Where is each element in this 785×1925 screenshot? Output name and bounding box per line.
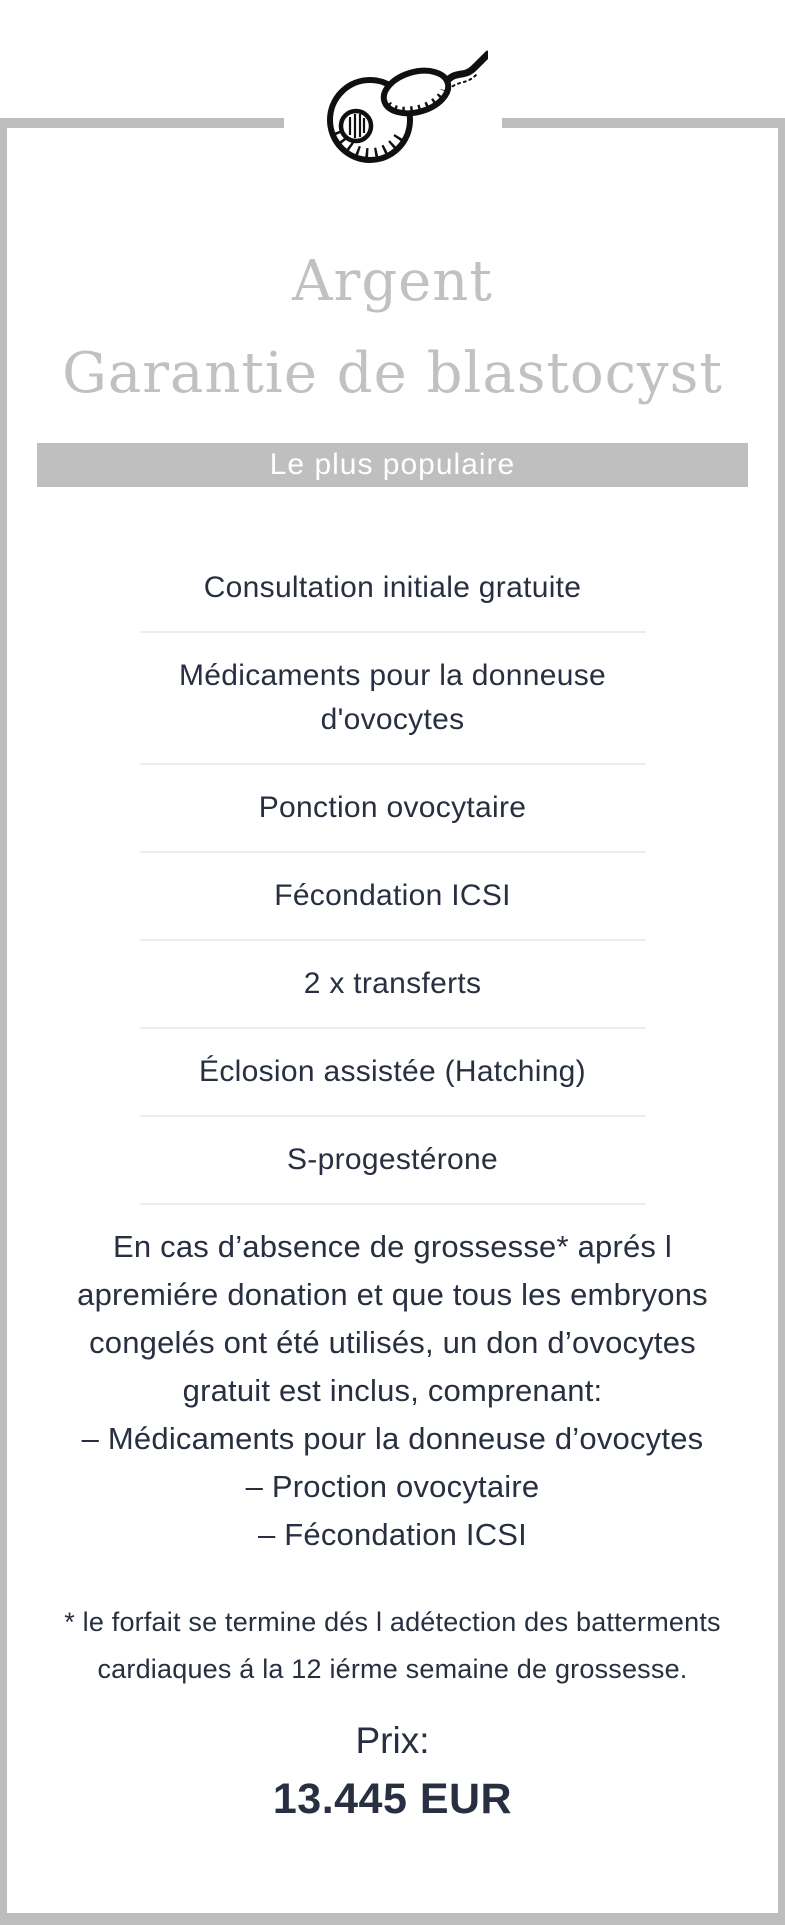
footnote-line: * le forfait se termine dés l adétection des batterments xyxy=(64,1607,721,1637)
description-line: – Fécondation ICSI xyxy=(258,1517,527,1552)
footnote-line: cardiaques á la 12 iérme semaine de grossesse. xyxy=(97,1654,688,1684)
plan-title xyxy=(7,236,778,420)
sperm-egg-icon xyxy=(284,30,502,188)
description-line: – Médicaments pour la donneuse d’ovocytes xyxy=(81,1421,704,1456)
features-list xyxy=(140,545,646,1205)
footnote xyxy=(17,1599,768,1693)
description-line: congelés ont été utilisés, un don d’ovocytes xyxy=(89,1325,696,1360)
feature-item: Médicaments pour la donneuse d'ovocytes xyxy=(140,633,646,765)
description-line: gratuit est inclus, comprenant: xyxy=(182,1373,603,1408)
description-line: – Proction ovocytaire xyxy=(245,1469,540,1504)
plan-title-line1: Argent xyxy=(292,249,493,314)
description-line: En cas d’absence de grossesse* aprés l xyxy=(112,1229,673,1264)
feature-item: Fécondation ICSI xyxy=(140,853,646,941)
feature-item: Consultation initiale gratuite xyxy=(140,545,646,633)
feature-item: Ponction ovocytaire xyxy=(140,765,646,853)
popular-badge xyxy=(37,443,748,487)
feature-item: S-progestérone xyxy=(140,1117,646,1205)
description-line: apremiére donation et que tous les embryons xyxy=(77,1277,708,1312)
price-value: 13.445 EUR xyxy=(272,1775,513,1823)
feature-item: 2 x transferts xyxy=(140,941,646,1029)
plan-description xyxy=(17,1223,768,1559)
price-label: Prix: xyxy=(355,1720,430,1761)
plan-title-line2: Garantie de blastocyst xyxy=(62,341,723,406)
popular-badge-label: Le plus populaire xyxy=(269,448,516,481)
card-frame xyxy=(0,118,785,1925)
feature-item: Éclosion assistée (Hatching) xyxy=(140,1029,646,1117)
